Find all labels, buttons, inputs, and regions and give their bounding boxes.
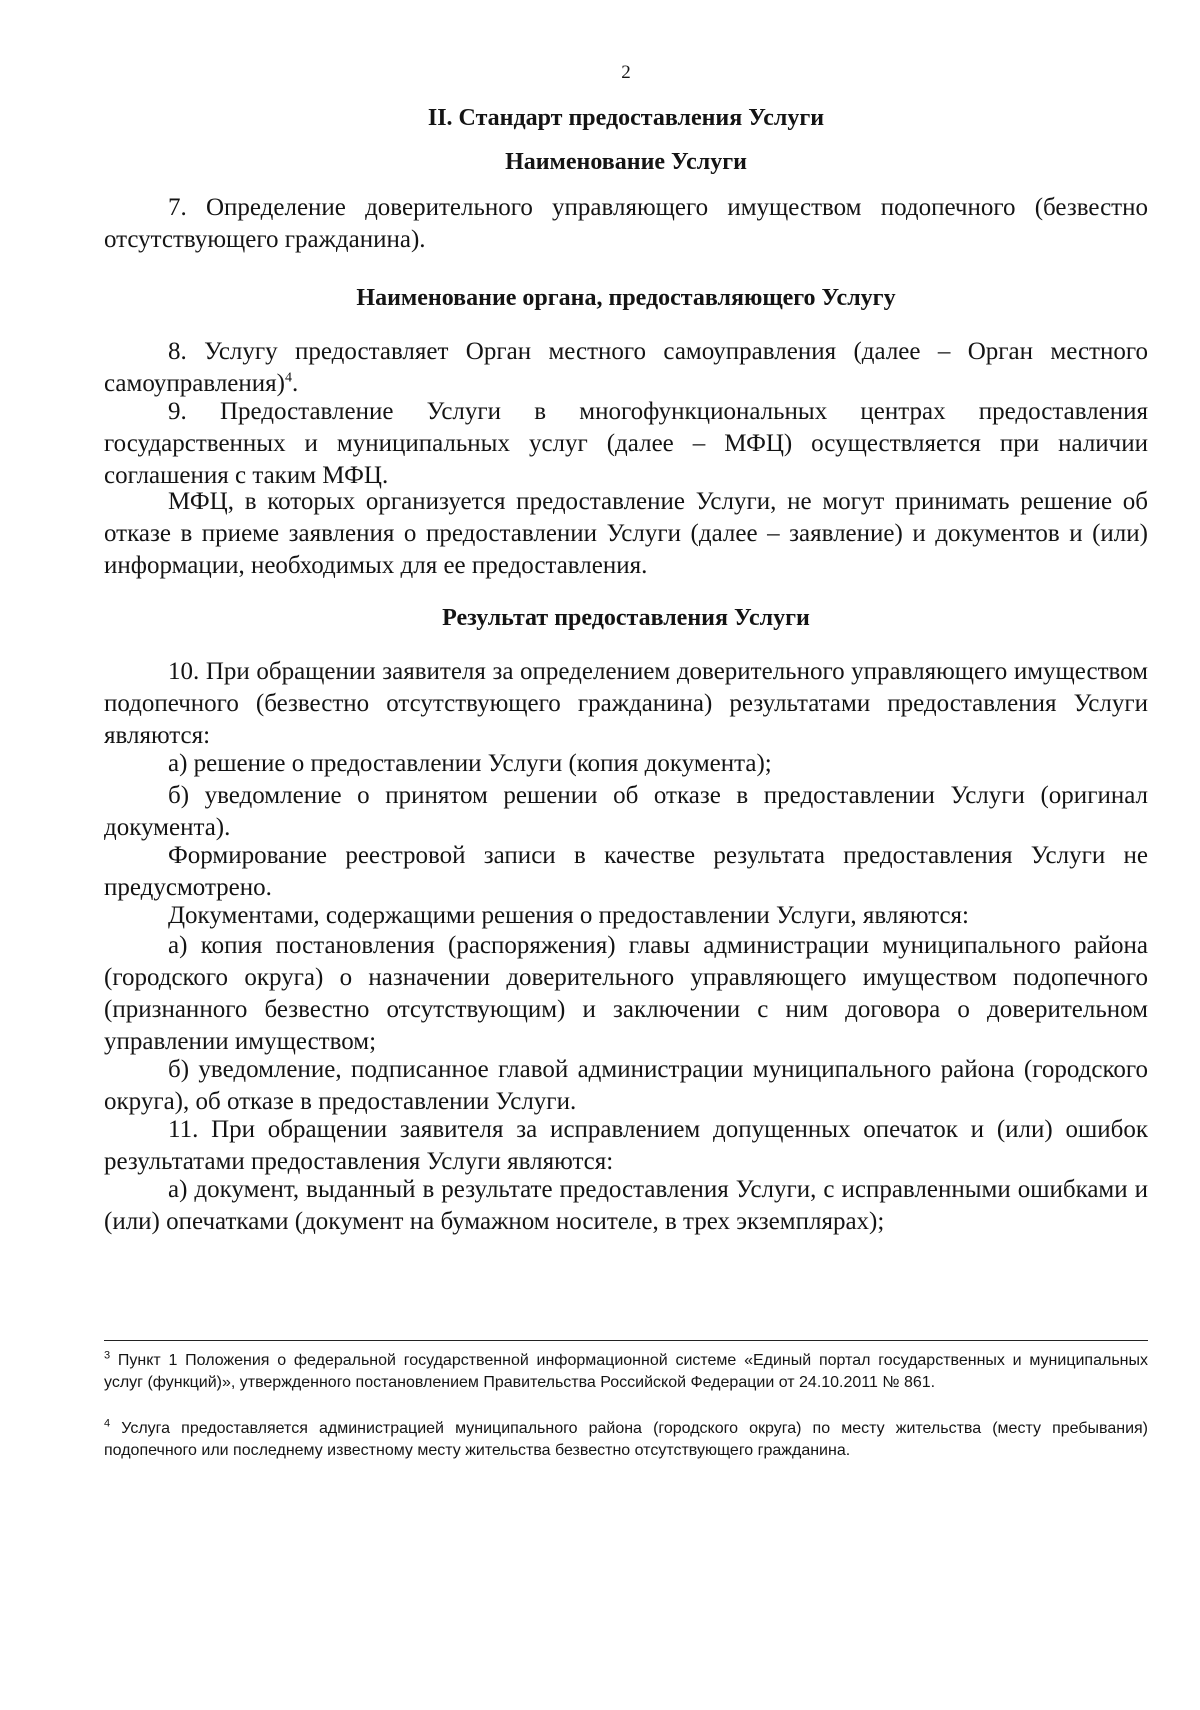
footnote-3 — [104, 1350, 1148, 1394]
footnote-4-text: Услуга предоставляется администрацией муниципального района (городского округа) по месту жительства (месту пребывания) подопечного или последнему известному месту жительства безвестно отсутствующего гражданина. — [104, 1420, 1148, 1459]
page-number: 2 — [621, 62, 631, 83]
footnote-4-number: 4 — [104, 1417, 111, 1430]
paragraph-10-a: а) решение о предоставлении Услуги (копия документа); — [168, 750, 772, 777]
paragraph-7: 7. Определение доверительного управляющего имуществом подопечного (безвестно отсутствующего гражданина). — [104, 194, 1148, 253]
paragraph-10-registry: Формирование реестровой записи в качестве результата предоставления Услуги не предусмотрено. — [104, 842, 1148, 901]
paragraph-10-b: б) уведомление о принятом решении об отказе в предоставлении Услуги (оригинал документа). — [104, 782, 1148, 841]
paragraph-10-doc-a: а) копия постановления (распоряжения) главы администрации муниципального района (городского округа) о назначении доверительного управляющего имуществом подопечного (признанного безвестно отсутствующим) и заключении с ним договора о доверительном управлении имуществом; — [104, 932, 1148, 1055]
paragraph-8-text: 8. Услугу предоставляет Орган местного самоуправления (далее – Орган местного самоуправления) — [104, 338, 1148, 397]
paragraph-10-doc-b: б) уведомление, подписанное главой администрации муниципального района (городского округа), об отказе в предоставлении Услуги. — [104, 1056, 1148, 1115]
paragraph-8 — [104, 336, 1148, 400]
document-page — [104, 52, 1148, 1692]
paragraph-9-mfc: МФЦ, в которых организуется предоставление Услуги, не могут принимать решение об отказе в приеме заявления о предоставлении Услуги (далее – заявление) и документов и (или) информации, необходимых для ее предоставления. — [104, 488, 1148, 579]
subheading-result: Результат предоставления Услуги — [442, 605, 810, 631]
footnote-4 — [104, 1418, 1148, 1462]
footnote-3-number: 3 — [104, 1349, 111, 1362]
footnote-separator — [104, 1340, 1148, 1341]
paragraph-9: 9. Предоставление Услуги в многофункциональных центрах предоставления государственных и муниципальных услуг (далее – МФЦ) осуществляется при наличии соглашения с таким МФЦ. — [104, 398, 1148, 489]
paragraph-10: 10. При обращении заявителя за определением доверительного управляющего имуществом подопечного (безвестно отсутствующего гражданина) результатами предоставления Услуги являются: — [104, 658, 1148, 749]
paragraph-11: 11. При обращении заявителя за исправлением допущенных опечаток и (или) ошибок результатами предоставления Услуги являются: — [104, 1116, 1148, 1175]
footnote-3-text: Пункт 1 Положения о федеральной государственной информационной системе «Единый портал государственных и муниципальных услуг (функций)», утвержденного постановлением Правительства Российской Федерации от 24.10.2011 № 861. — [104, 1352, 1148, 1391]
section-title: II. Стандарт предоставления Услуги — [427, 105, 825, 131]
subheading-organ: Наименование органа, предоставляющего Услугу — [356, 285, 896, 311]
footnote-ref-4: 4 — [284, 370, 292, 386]
paragraph-8-end: . — [291, 370, 299, 397]
subheading-service-name: Наименование Услуги — [505, 149, 747, 175]
paragraph-10-documents: Документами, содержащими решения о предоставлении Услуги, являются: — [168, 902, 969, 929]
paragraph-11-a: а) документ, выданный в результате предоставления Услуги, с исправленными ошибками и (или) опечатками (документ на бумажном носителе, в трех экземплярах); — [104, 1176, 1148, 1235]
